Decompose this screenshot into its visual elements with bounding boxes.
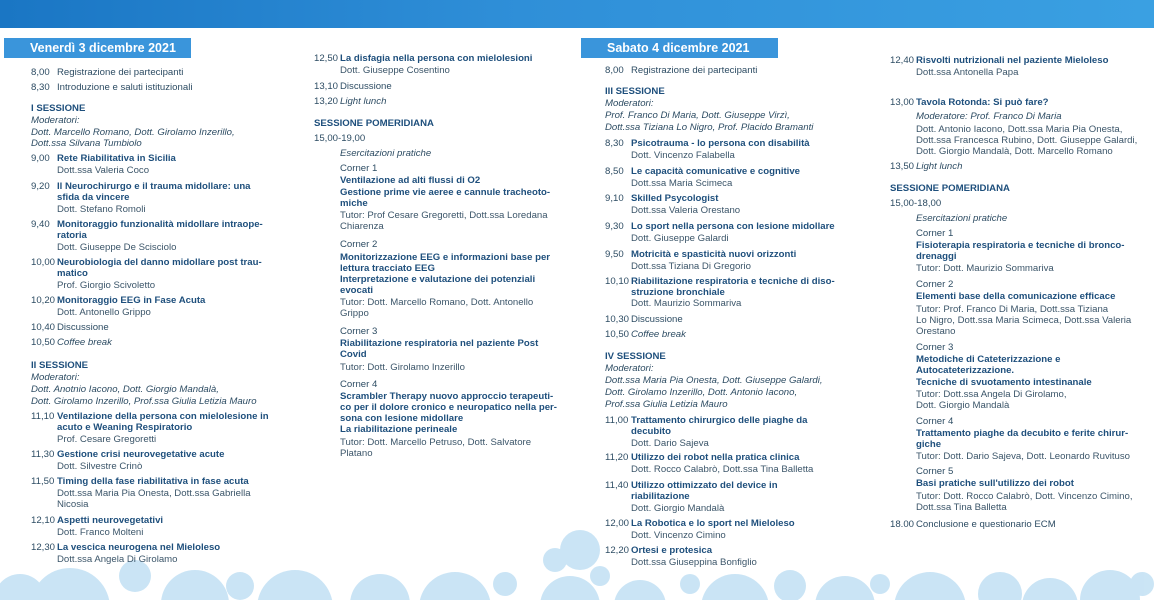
session-time: 15,00-19,00	[314, 133, 366, 144]
moderators: Prof.ssa Giulia Letizia Mauro	[605, 399, 728, 410]
column-saturday: Sabato 4 dicembre 2021 8,00 Registrazione dei partecipanti III SESSIONE Moderatori: Prof. Franco Di Maria, Dott. Giuseppe Virzì, Dott.ssa Tiziana Lo Nigro, Prof. Placido Bramanti 8,30 Psicotrauma - lo persona con disabilità Dott. Vincenzo Falabella 8,50 Le capacità comunicative e cognitive Dott.ssa Maria Scimeca 9,10 Skilled Psycologist Dott.ssa Valeria Orestano 9,30 Lo sport nella persona con lesione midollare Dott. Giuseppe Galardi 9,50 Motricità e spasticità nuovi orizzonti Dott.ssa Tiziana Di Gregorio 10,10 Riabilitazione respiratoria e tecniche di diso- struzione bronchiale Dott. Maurizio Sommariva 10,30 Discussione 10,50 Coffee break IV SESSIONE Moderatori: Dott.ssa Maria Pia Onesta, Dott. Giuseppe Galardi, Dott. Girolamo Inzerillo, Dott. Antonio Iacono, Prof.ssa Giulia Letizia Mauro 11,00 Trattamento chirurgico delle piaghe da decubito Dott. Dario Sajeva 11,20 Utilizzo dei robot nella pratica clinica Dott. Rocco Calabrò, Dott.ssa Tina Balletta 11,40 Utilizzo ottimizzato del device in riabilitazione Dott. Giorgio Mandalà 12,00 La Robotica e lo sport nel Mieloleso Dott. Vincenzo Cimino 12,20 Ortesi e protesica Dott.ssa Giuseppina Bonfiglio	[580, 0, 880, 600]
column-friday: Venerdì 3 dicembre 2021 8,00 Registrazione dei partecipanti 8,30 Introduzione e saluti istituzionali I SESSIONE Moderatori: Dott. Marcello Romano, Dott. Girolamo Inzerillo, Dott.ssa Silvana Tumbiolo 9,00 Rete Riabilitativa in Sicilia Dott.ssa Valeria Coco 9,20 Il Neurochirurgo e il trauma midollare: una sfida da vincere Dott. Stefano Romoli 9,40 Monitoraggio funzionalità midollare intraope- ratoria Dott. Giuseppe De Scisciolo 10,00 Neurobiologia del danno midollare post trau- matico Prof. Giorgio Scivoletto 10,20 Monitoraggio EEG in Fase Acuta Dott. Antonello Grippo 10,40 Discussione 10,50 Coffee break II SESSIONE Moderatori: Dott. Anotnio Iacono, Dott. Giorgio Mandalà, Dott. Girolamo Inzerillo, Prof.ssa Giulia Letizia Mauro 11,10 Ventilazione della persona con mielolesione in acuto e Weaning Respiratorio Prof. Cesare Gregoretti 11,30 Gestione crisi neurovegetative acute Dott. Silvestre Crinò 11,50 Timing della fase riabilitativa in fase acuta Dott.ssa Maria Pia Onesta, Dott.ssa Gabriella Nicosia 12,10 Aspetti neurovegetativi Dott. Franco Molteni 12,30 La vescica neurogena nel Mieloleso Dott.ssa Angela Di Girolamo	[0, 0, 290, 600]
moderators: Dott. Girolamo Inzerillo, Prof.ssa Giulia Letizia Mauro	[31, 396, 257, 407]
day-header-friday: Venerdì 3 dicembre 2021	[4, 38, 191, 58]
moderators: Prof. Franco Di Maria, Dott. Giuseppe Virzì,	[605, 110, 790, 121]
day-header-saturday: Sabato 4 dicembre 2021	[581, 38, 778, 58]
session-title: SESSIONE POMERIDIANA	[890, 183, 1010, 194]
column-friday-afternoon: 12,50 La disfagia nella persona con mielolesioni Dott. Giuseppe Cosentino 13,10 Discussione 13,20 Light lunch SESSIONE POMERIDIANA 15,00-19,00 Esercitazioni pratiche Corner 1 Ventilazione ad alti flussi di O2 Gestione prime vie aeree e cannule tracheoto- miche Tutor: Prof Cesare Gregoretti, Dott.ssa Loredana Chiarenza Corner 2 Monitorizzazione EEG e informazioni base per lettura tracciato EEG Interpretazione e valutazione dei potenziali evocati Tutor: Dott. Marcello Romano, Dott. Antonello Grippo Corner 3 Riabilitazione respiratoria nel paziente Post Covid Tutor: Dott. Girolamo Inzerillo Corner 4 Scrambler Therapy nuovo approccio terapeuti- co per il dolore cronico e neuropatico nella per- sona con lesione midollare La riabilitazione perineale Tutor: Dott. Marcello Petruso, Dott. Salvatore Platano	[314, 53, 557, 459]
moderators-label: Moderatori:	[31, 115, 80, 126]
session-time: 15,00-18,00	[890, 198, 942, 209]
session-title: II SESSIONE	[31, 360, 89, 371]
moderators-label: Moderatori:	[31, 372, 80, 383]
session-title: I SESSIONE	[31, 103, 86, 114]
practice-label: Esercitazioni pratiche	[340, 148, 432, 159]
session-title: III SESSIONE	[605, 86, 665, 97]
moderators-label: Moderatori:	[605, 98, 654, 109]
column-saturday-afternoon: 12,40 Risvolti nutrizionali nel paziente Mieloleso Dott.ssa Antonella Papa 13,00 Tavola Rotonda: Si può fare? Moderatore: Prof. Franco Di Maria Dott. Antonio Iacono, Dott.ssa Maria Pia Onesta, Dott.ssa Francesca Rubino, Dott. Giuseppe Galardi, Dott. Giorgio Mandalà, Dott. Marcello Romano 13,50 Light lunch SESSIONE POMERIDIANA 15,00-18,00 Esercitazioni pratiche Corner 1 Fisioterapia respiratoria e tecniche di bronco- drenaggi Tutor: Dott. Maurizio Sommariva Corner 2 Elementi base della comunicazione efficace Tutor: Prof. Franco Di Maria, Dott.ssa Tiziana Lo Nigro, Dott.ssa Maria Scimeca, Dott.ssa Valeria Orestano Corner 3 Metodiche di Cateterizzazione e Autocateterizzazione. Tecniche di svuotamento intestinanale Tutor: Dott.ssa Angela Di Girolamo, Dott. Giorgio Mandalà Corner 4 Trattamento piaghe da decubito e ferite chirur- giche Tutor: Dott. Dario Sajeva, Dott. Leonardo Ruvituso Corner 5 Basi pratiche sull'utilizzo dei robot Tutor: Dott. Rocco Calabrò, Dott. Vincenzo Cimino, Dott.ssa Tina Balletta 18.00 Conclusione e questionario ECM	[890, 55, 1138, 530]
moderators: Dott.ssa Maria Pia Onesta, Dott. Giuseppe Galardi,	[605, 375, 823, 386]
moderators: Dott.ssa Silvana Tumbiolo	[31, 138, 142, 149]
session-title: IV SESSIONE	[605, 351, 666, 362]
moderators: Dott.ssa Tiziana Lo Nigro, Prof. Placido Bramanti	[605, 122, 814, 133]
moderators-label: Moderatori:	[605, 363, 654, 374]
moderators: Dott. Marcello Romano, Dott. Girolamo Inzerillo,	[31, 127, 235, 138]
moderators: Dott. Anotnio Iacono, Dott. Giorgio Mandalà,	[31, 384, 219, 395]
moderators: Dott. Girolamo Inzerillo, Dott. Antonio Iacono,	[605, 387, 798, 398]
session-title: SESSIONE POMERIDIANA	[314, 118, 434, 129]
practice-label: Esercitazioni pratiche	[916, 213, 1008, 224]
